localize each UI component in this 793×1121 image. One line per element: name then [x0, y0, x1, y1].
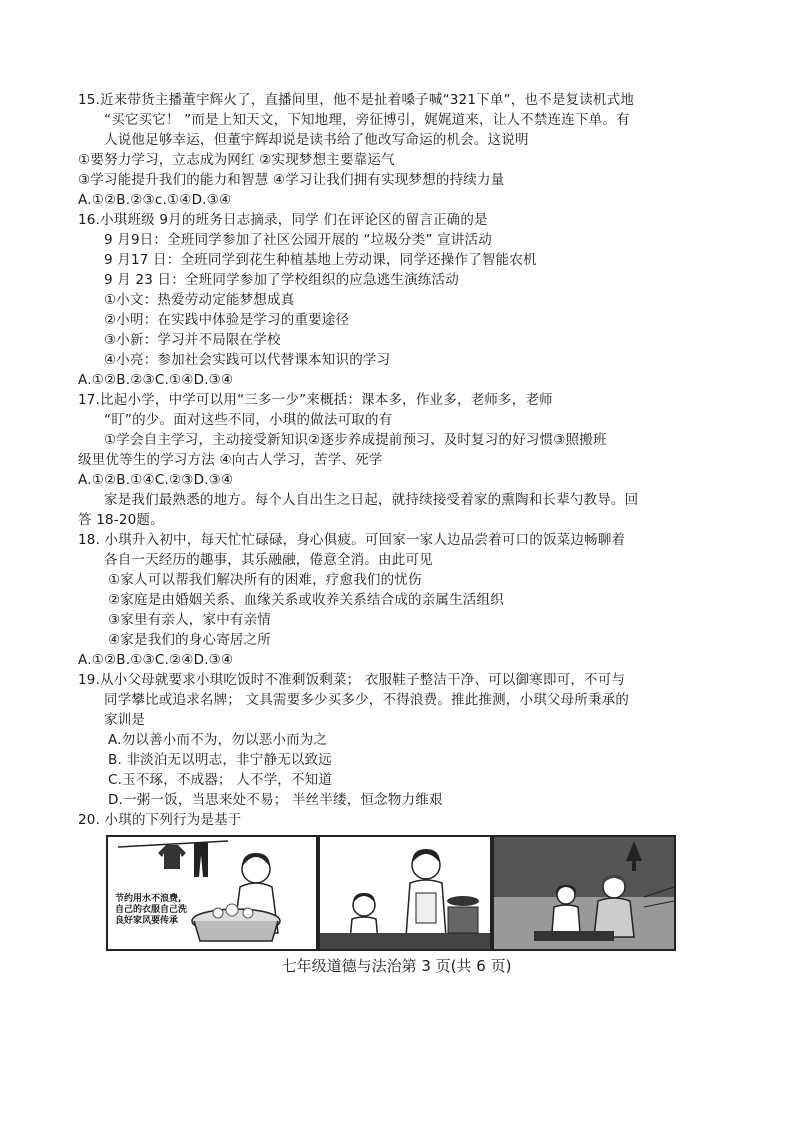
- comic-panel-washing: [106, 835, 318, 951]
- q15-line-3: 人说他足够幸运，但董宇辉却说是读书给了他改写命运的机会。这说明: [104, 132, 529, 148]
- q18-line-1: 18. 小琪升入初中，每天忙忙碌碌，身心俱疲。可回家一家人边品尝着可口的饭菜边畅聊着: [78, 532, 626, 548]
- intro-line-2: 答 18-20题。: [78, 512, 164, 528]
- q19-option-b: B. 非淡泊无以明志，非宁静无以致远: [108, 752, 332, 768]
- q19-option-a: A.勿以善小而不为，勿以恶小而为之: [108, 732, 328, 748]
- q19-line-3: 家训是: [104, 712, 146, 728]
- q16-log-3: 9 月 23 日：全班同学参加了学校组织的应急逃生演练活动: [104, 272, 459, 288]
- q16-option-3: ③小新：学习并不局限在学校: [104, 332, 281, 348]
- q17-line-4: 级里优等生的学习方法 ④向古人学习，苦学、死学: [78, 452, 383, 468]
- q17-line-3: ①学会自主学习，主动接受新知识②逐步养成提前预习、及时复习的好习惯③照搬班: [104, 432, 607, 448]
- q20-line-1: 20. 小琪的下列行为是基于: [78, 812, 242, 828]
- cooking-illustration: [320, 837, 490, 949]
- comic-panel-family-care: [492, 835, 676, 951]
- q17-answers: A.①②B.①④C.②③D.③④: [78, 472, 234, 488]
- q16-option-4: ④小亮：参加社会实践可以代替课本知识的学习: [104, 352, 391, 368]
- q18-option-3: ③家里有亲人，家中有亲情: [108, 612, 272, 628]
- q15-line-1: 15.近来带货主播董宇辉火了，直播间里，他不是扯着嗓子喊“321下单”，也不是复读机式地: [78, 92, 635, 108]
- q19-line-2: 同学攀比或追求名牌； 文具需要多少买多少，不得浪费。推此推测，小琪父母所秉承的: [104, 692, 630, 708]
- q18-option-4: ④家是我们的身心寄居之所: [108, 632, 272, 648]
- q18-option-2: ②家庭是由婚姻关系、血缘关系或收养关系结合成的亲属生活组织: [108, 592, 504, 608]
- q19-option-d: D.一粥一饭，当思来处不易； 半丝半缕，恒念物力维艰: [108, 792, 443, 808]
- q15-option-2: ③学习能提升我们的能力和智慧 ④学习让我们拥有实现梦想的持续力量: [78, 172, 505, 188]
- comic-panel-cooking: [318, 835, 492, 951]
- family-care-illustration: [494, 837, 674, 949]
- comic-caption: 节约用水不浪费, 自己的衣服自己洗 良好家风要传承: [115, 894, 188, 926]
- q16-option-1: ①小文：热爱劳动定能梦想成真: [104, 292, 295, 308]
- q15-line-2: “买它买它！ ”而是上知天文，下知地理，旁征博引，娓娓道来，让人不禁连连下单。有: [104, 112, 630, 128]
- q16-answers: A.①②B.②③C.①④D.③④: [78, 372, 234, 388]
- page-footer: 七年级道德与法治第 3 页(共 6 页): [281, 957, 512, 975]
- q16-log-1: 9 月9日：全班同学参加了社区公园开展的 “垃圾分类” 宣讲活动: [104, 232, 492, 248]
- intro-line-1: 家是我们最熟悉的地方。每个人自出生之日起，就持续接受着家的熏陶和长辈勺教导。回: [104, 492, 639, 508]
- q16-line-1: 16.小琪班级 9月的班务日志摘录，同学 们在评论区的留言正确的是: [78, 212, 488, 228]
- q19-option-c: C.玉不琢，不成器； 人不学，不知道: [108, 772, 333, 788]
- q16-log-2: 9 月17 日：全班同学到花生种植基地上劳动课，同学还操作了智能农机: [104, 252, 537, 268]
- q19-line-1: 19.从小父母就要求小琪吃饭时不准剩饭剩菜； 衣服鞋子整洁干净、可以御寒即可，不可与: [78, 672, 626, 688]
- q18-line-2: 各自一天经历的趣事，其乐融融，倦意全消。由此可见: [104, 552, 433, 568]
- q15-answers: A.①②B.②③c.①④D.③④: [78, 192, 232, 208]
- q16-option-2: ②小明：在实践中体验是学习的重要途径: [104, 312, 350, 328]
- q18-answers: A.①②B.①③C.②④D.③④: [78, 652, 234, 668]
- q17-line-1: 17.比起小学，中学可以用“三多一少”来概括：课本多，作业多，老师多，老师: [78, 392, 553, 408]
- q15-option-1: ①要努力学习，立志成为网红 ②实现梦想主要靠运气: [78, 152, 395, 168]
- q17-line-2: “盯”的少。面对这些不同，小琪的做法可取的有: [104, 412, 393, 428]
- q18-option-1: ①家人可以帮我们解决所有的困难，疗愈我们的忧伤: [108, 572, 422, 588]
